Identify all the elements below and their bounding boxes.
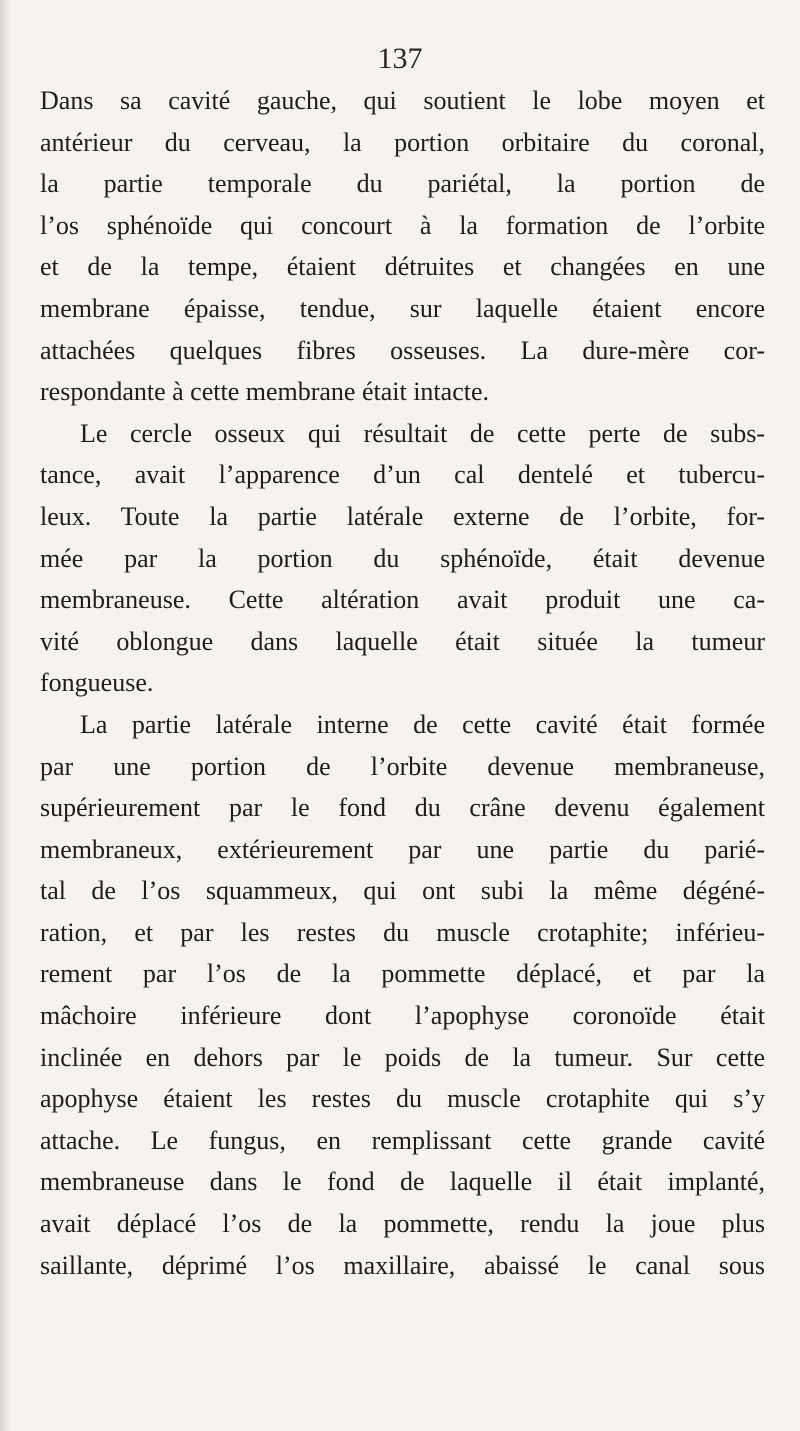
text-line: Dans sa cavité gauche, qui soutient le lobe moyen et bbox=[40, 86, 765, 115]
text-line: supérieurement par le fond du crâne devenu également bbox=[40, 793, 765, 823]
text-line: attachées quelques fibres osseuses. La dure-mère cor- bbox=[40, 335, 765, 365]
text-line: antérieur du cerveau, la portion orbitaire du coronal, bbox=[40, 127, 765, 157]
text-line: mée par la portion du sphénoïde, était devenue bbox=[40, 543, 765, 573]
text-line: tal de l’os squammeux, qui ont subi la même dégéné- bbox=[40, 876, 765, 906]
page-edge-shadow bbox=[0, 0, 10, 1431]
page-number: 137 bbox=[377, 42, 423, 75]
text-line: membrane épaisse, tendue, sur laquelle étaient encore bbox=[40, 293, 765, 323]
text-line: l’os sphénoïde qui concourt à la formation de l’orbite bbox=[40, 210, 765, 240]
text-line: leux. Toute la partie latérale externe de l’orbite, for- bbox=[40, 501, 765, 531]
text-line: et de la tempe, étaient détruites et changées en une bbox=[40, 252, 765, 282]
text-line: apophyse étaient les restes du muscle crotaphite qui s’y bbox=[40, 1084, 765, 1114]
body-text bbox=[40, 80, 765, 1286]
text-line: respondante à cette membrane était intacte. bbox=[40, 377, 489, 407]
text-line: par une portion de l’orbite devenue membraneuse, bbox=[40, 751, 765, 781]
text-line: membraneuse dans le fond de laquelle il était implanté, bbox=[40, 1167, 765, 1197]
text-line: membraneuse. Cette altération avait produit une ca- bbox=[40, 585, 765, 615]
text-line: vité oblongue dans laquelle était située la tumeur bbox=[40, 626, 765, 656]
text-line: Le cercle osseux qui résultait de cette perte de subs- bbox=[80, 418, 765, 448]
text-line: mâchoire inférieure dont l’apophyse coronoïde était bbox=[40, 1001, 765, 1031]
text-line: La partie latérale interne de cette cavité était formée bbox=[80, 709, 765, 739]
text-line: ration, et par les restes du muscle crotaphite; inférieu- bbox=[40, 917, 765, 947]
text-line: tance, avait l’apparence d’un cal dentelé et tubercu- bbox=[40, 460, 765, 490]
text-line: avait déplacé l’os de la pommette, rendu la joue plus bbox=[40, 1209, 765, 1239]
text-line: membraneux, extérieurement par une partie du parié- bbox=[40, 834, 765, 864]
text-line: inclinée en dehors par le poids de la tumeur. Sur cette bbox=[40, 1042, 765, 1072]
text-line: la partie temporale du pariétal, la portion de bbox=[40, 169, 765, 199]
text-line: saillante, déprimé l’os maxillaire, abaissé le canal sous bbox=[40, 1250, 765, 1280]
text-line: rement par l’os de la pommette déplacé, et par la bbox=[40, 959, 765, 989]
text-line: attache. Le fungus, en remplissant cette grande cavité bbox=[40, 1125, 765, 1155]
text-line: fongueuse. bbox=[40, 668, 154, 698]
